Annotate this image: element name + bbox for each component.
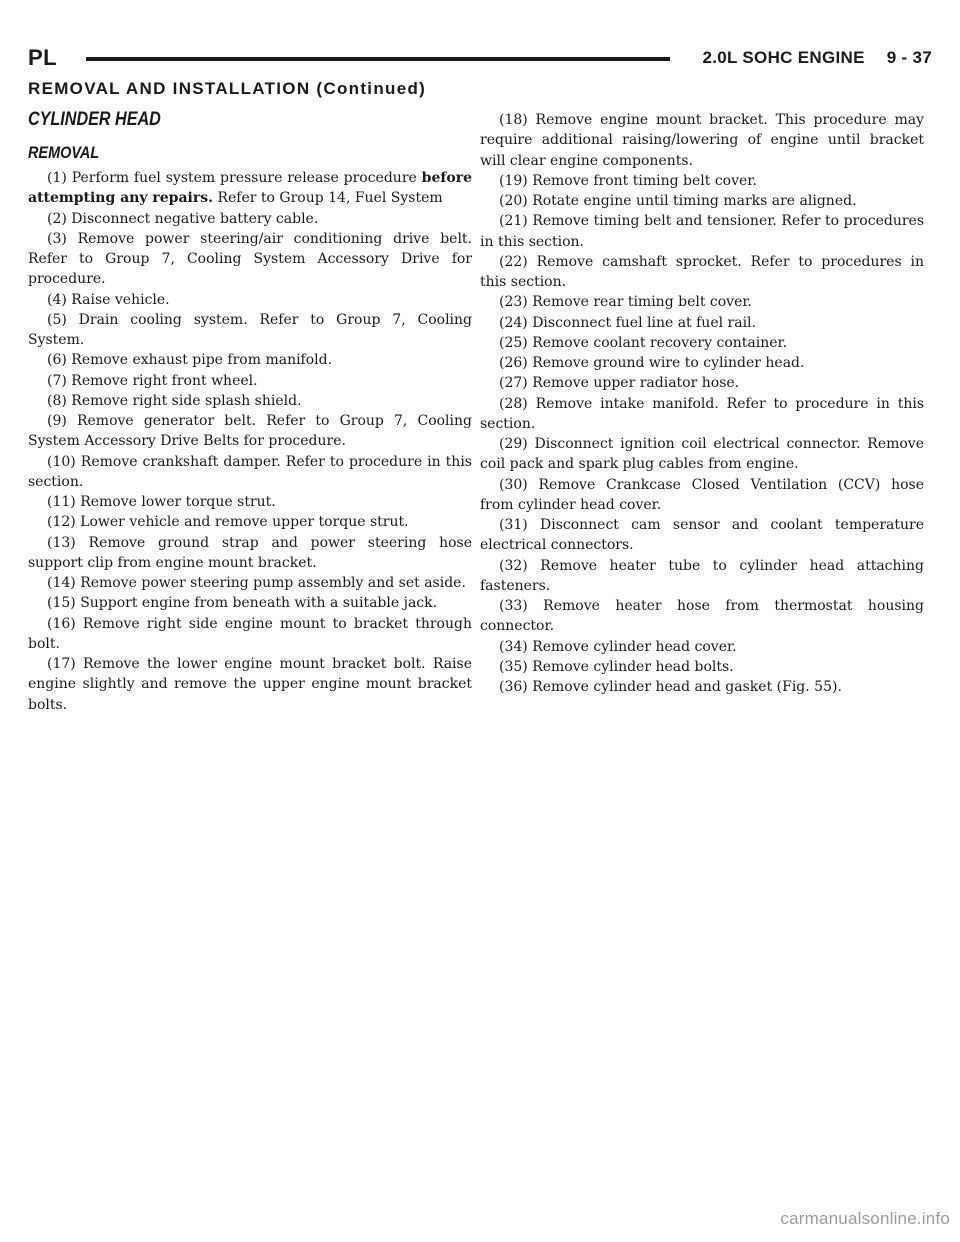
procedure-step: (15) Support engine from beneath with a suitable jack. bbox=[47, 595, 438, 612]
procedure-step: (21) Remove timing belt and tensioner. Refer to procedures in this section. bbox=[480, 213, 924, 250]
procedure-step: (27) Remove upper radiator hose. bbox=[499, 375, 740, 392]
procedure-step: (11) Remove lower torque strut. bbox=[47, 494, 276, 510]
header-right bbox=[702, 44, 932, 72]
subsection-title: REMOVAL bbox=[28, 143, 100, 162]
page-header bbox=[28, 44, 932, 74]
procedure-step: (3) Remove power steering/air conditioning drive belt. Refer to Group 7, Cooling System Accessory Drive for procedure. bbox=[28, 230, 472, 288]
procedure-step: (17) Remove the lower engine mount bracket bolt. Raise engine slightly and remove the upper engine mount bracket bolts. bbox=[28, 656, 472, 713]
procedure-step: (36) Remove cylinder head and gasket (Fig. 55). bbox=[499, 679, 842, 695]
procedure-step: (32) Remove heater tube to cylinder head attaching fasteners. bbox=[480, 557, 924, 594]
procedure-step: (25) Remove coolant recovery container. bbox=[499, 334, 788, 351]
procedure-step: (10) Remove crankshaft damper. Refer to procedure in this section. bbox=[28, 453, 472, 490]
procedure-step-1: (1) Perform fuel system pressure release procedure before attempting any repairs. Refer to Group 14, Fuel System bbox=[28, 170, 472, 207]
procedure-step: (6) Remove exhaust pipe from manifold. bbox=[47, 352, 333, 369]
right-column bbox=[480, 110, 924, 697]
procedure-step: (35) Remove cylinder head bolts. bbox=[499, 658, 734, 675]
header-title: 2.0L SOHC ENGINE bbox=[702, 48, 865, 67]
procedure-step: (26) Remove ground wire to cylinder head. bbox=[499, 355, 805, 371]
procedure-step: (18) Remove engine mount bracket. This procedure may require additional raising/lowering of engine until bracket will clear engine components. bbox=[480, 112, 924, 169]
procedure-step: (12) Lower vehicle and remove upper torque strut. bbox=[47, 514, 409, 531]
procedure-step: (30) Remove Crankcase Closed Ventilation (CCV) hose from cylinder head cover. bbox=[480, 476, 924, 513]
procedure-step: (24) Disconnect fuel line at fuel rail. bbox=[499, 314, 756, 331]
procedure-step: (2) Disconnect negative battery cable. bbox=[47, 210, 319, 227]
procedure-step: (4) Raise vehicle. bbox=[47, 291, 170, 308]
page-number: 9 - 37 bbox=[886, 48, 932, 67]
procedure-step: (8) Remove right side splash shield. bbox=[47, 392, 302, 409]
continued-heading: REMOVAL AND INSTALLATION (Continued) bbox=[28, 79, 427, 98]
procedure-step: (19) Remove front timing belt cover. bbox=[499, 172, 757, 189]
procedure-step: (9) Remove generator belt. Refer to Group 7, Cooling System Accessory Drive Belts for procedure. bbox=[28, 413, 472, 450]
procedure-step: (16) Remove right side engine mount to bracket through bolt. bbox=[28, 615, 472, 652]
watermark: carmanualsonline.info bbox=[780, 1209, 950, 1228]
procedure-step: (20) Rotate engine until timing marks are aligned. bbox=[499, 193, 857, 209]
left-column bbox=[28, 108, 472, 715]
procedure-step: (31) Disconnect cam sensor and coolant temperature electrical connectors. bbox=[480, 517, 924, 554]
left-step-list bbox=[28, 209, 472, 715]
procedure-step: (29) Disconnect ignition coil electrical connector. Remove coil pack and spark plug cables from engine. bbox=[480, 436, 924, 473]
section-title: CYLINDER HEAD bbox=[28, 109, 161, 130]
procedure-step: (23) Remove rear timing belt cover. bbox=[499, 294, 752, 311]
procedure-step: (34) Remove cylinder head cover. bbox=[499, 638, 737, 655]
procedure-step: (14) Remove power steering pump assembly and set aside. bbox=[47, 575, 466, 591]
procedure-step: (22) Remove camshaft sprocket. Refer to procedures in this section. bbox=[480, 253, 924, 290]
right-step-list bbox=[480, 110, 924, 697]
procedure-step: (7) Remove right front wheel. bbox=[47, 372, 258, 389]
procedure-step: (33) Remove heater hose from thermostat housing connector. bbox=[480, 598, 924, 635]
header-model-code: PL bbox=[28, 45, 58, 70]
procedure-step: (5) Drain cooling system. Refer to Group 7, Cooling System. bbox=[28, 311, 472, 348]
procedure-step: (28) Remove intake manifold. Refer to procedure in this section. bbox=[480, 395, 924, 432]
header-rule bbox=[86, 57, 670, 61]
procedure-step: (13) Remove ground strap and power steering hose support clip from engine mount bracket. bbox=[28, 534, 472, 571]
